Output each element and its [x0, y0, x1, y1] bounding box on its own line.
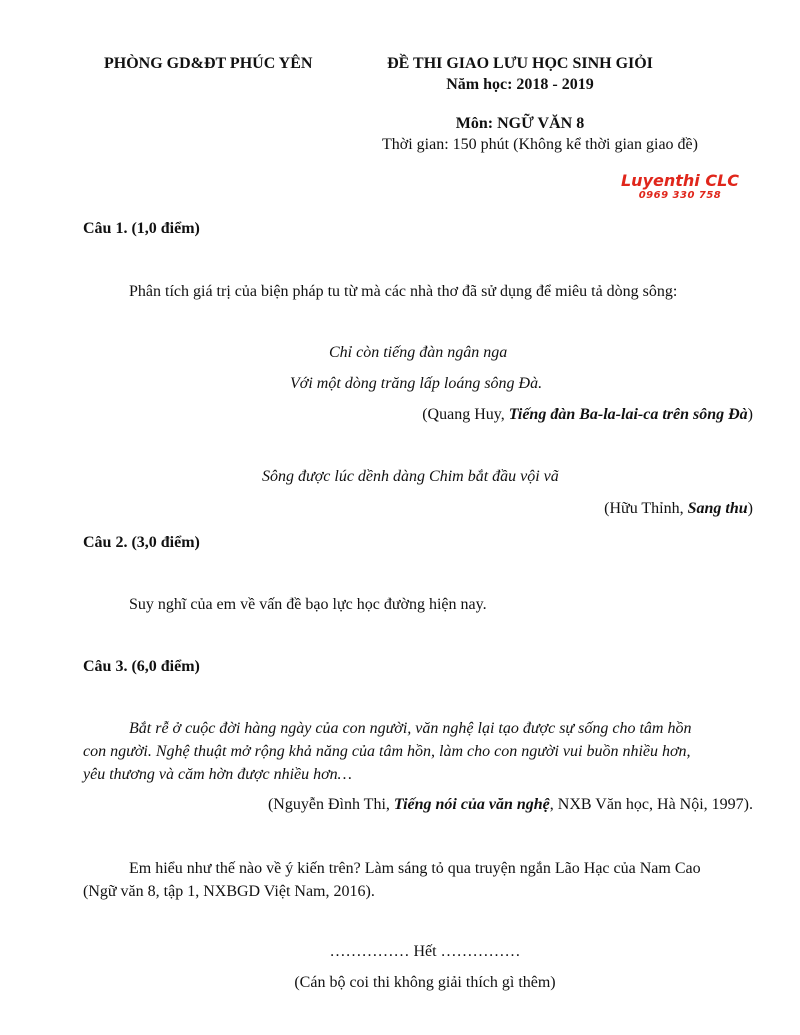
poem-2-source — [400, 500, 753, 518]
question-3-title: Câu 3. (6,0 điểm) — [83, 658, 200, 675]
question-2-title: Câu 2. (3,0 điểm) — [83, 534, 200, 551]
watermark-phone: 0969 330 758 — [638, 190, 722, 201]
quote-line-3: yêu thương và căm hờn được nhiều hơn… — [83, 766, 352, 783]
quote-source-publisher: , NXB Văn học, Hà Nội, 1997). — [549, 796, 753, 813]
school-year: Năm học: 2018 - 2019 — [446, 76, 594, 93]
exam-title: ĐỀ THI GIAO LƯU HỌC SINH GIỎI — [387, 55, 653, 72]
end-marker: …………… Hết …………… — [329, 943, 521, 960]
poem-2-line: Sông được lúc dềnh dàng Chim bắt đầu vội vã — [262, 468, 559, 485]
question-3-prompt-line-1: Em hiểu như thế nào về ý kiến trên? Làm sáng tỏ qua truyện ngắn Lão Hạc của Nam Cao — [129, 860, 701, 877]
subject-title: Môn: NGỮ VĂN 8 — [455, 115, 585, 132]
poem-1-source-title: Tiếng đàn Ba-la-lai-ca trên sông Đà — [508, 406, 748, 423]
quote-line-1: Bắt rễ ở cuộc đời hàng ngày của con người, văn nghệ lại tạo được sự sống cho tâm hồn — [129, 720, 692, 737]
department-name: PHÒNG GD&ĐT PHÚC YÊN — [104, 55, 313, 72]
quote-source-title: Tiếng nói của văn nghệ — [393, 796, 550, 813]
question-1-prompt: Phân tích giá trị của biện pháp tu từ mà các nhà thơ đã sử dụng để miêu tả dòng sông: — [129, 283, 678, 300]
question-1-title: Câu 1. (1,0 điểm) — [83, 220, 200, 237]
poem-1-line-1: Chỉ còn tiếng đàn ngân nga — [329, 344, 508, 361]
poem-1-line-2: Với một dòng trăng lấp loáng sông Đà. — [290, 375, 543, 392]
exam-duration: Thời gian: 150 phút (Không kể thời gian giao đề) — [382, 136, 698, 153]
poem-2-source-title: Sang thu — [687, 500, 748, 517]
poem-1-source-author: (Quang Huy, — [422, 406, 509, 423]
poem-1-source — [300, 406, 753, 424]
poem-2-source-author: (Hữu Thỉnh, — [604, 500, 688, 517]
watermark-logo — [605, 172, 755, 201]
proctor-note: (Cán bộ coi thi không giải thích gì thêm) — [294, 974, 556, 991]
poem-1-source-close: ) — [747, 406, 753, 423]
quote-source-author: (Nguyễn Đình Thi, — [267, 796, 394, 813]
watermark-brand: Luyenthi CLC — [620, 171, 740, 190]
poem-2-source-close: ) — [747, 500, 753, 517]
quote-source — [200, 796, 753, 814]
question-2-prompt: Suy nghĩ của em về vấn đề bạo lực học đường hiện nay. — [129, 596, 487, 613]
question-3-prompt-line-2: (Ngữ văn 8, tập 1, NXBGD Việt Nam, 2016). — [83, 883, 375, 900]
quote-line-2: con người. Nghệ thuật mở rộng khả năng của tâm hồn, làm cho con người vui buồn nhiều hơn, — [83, 743, 691, 760]
